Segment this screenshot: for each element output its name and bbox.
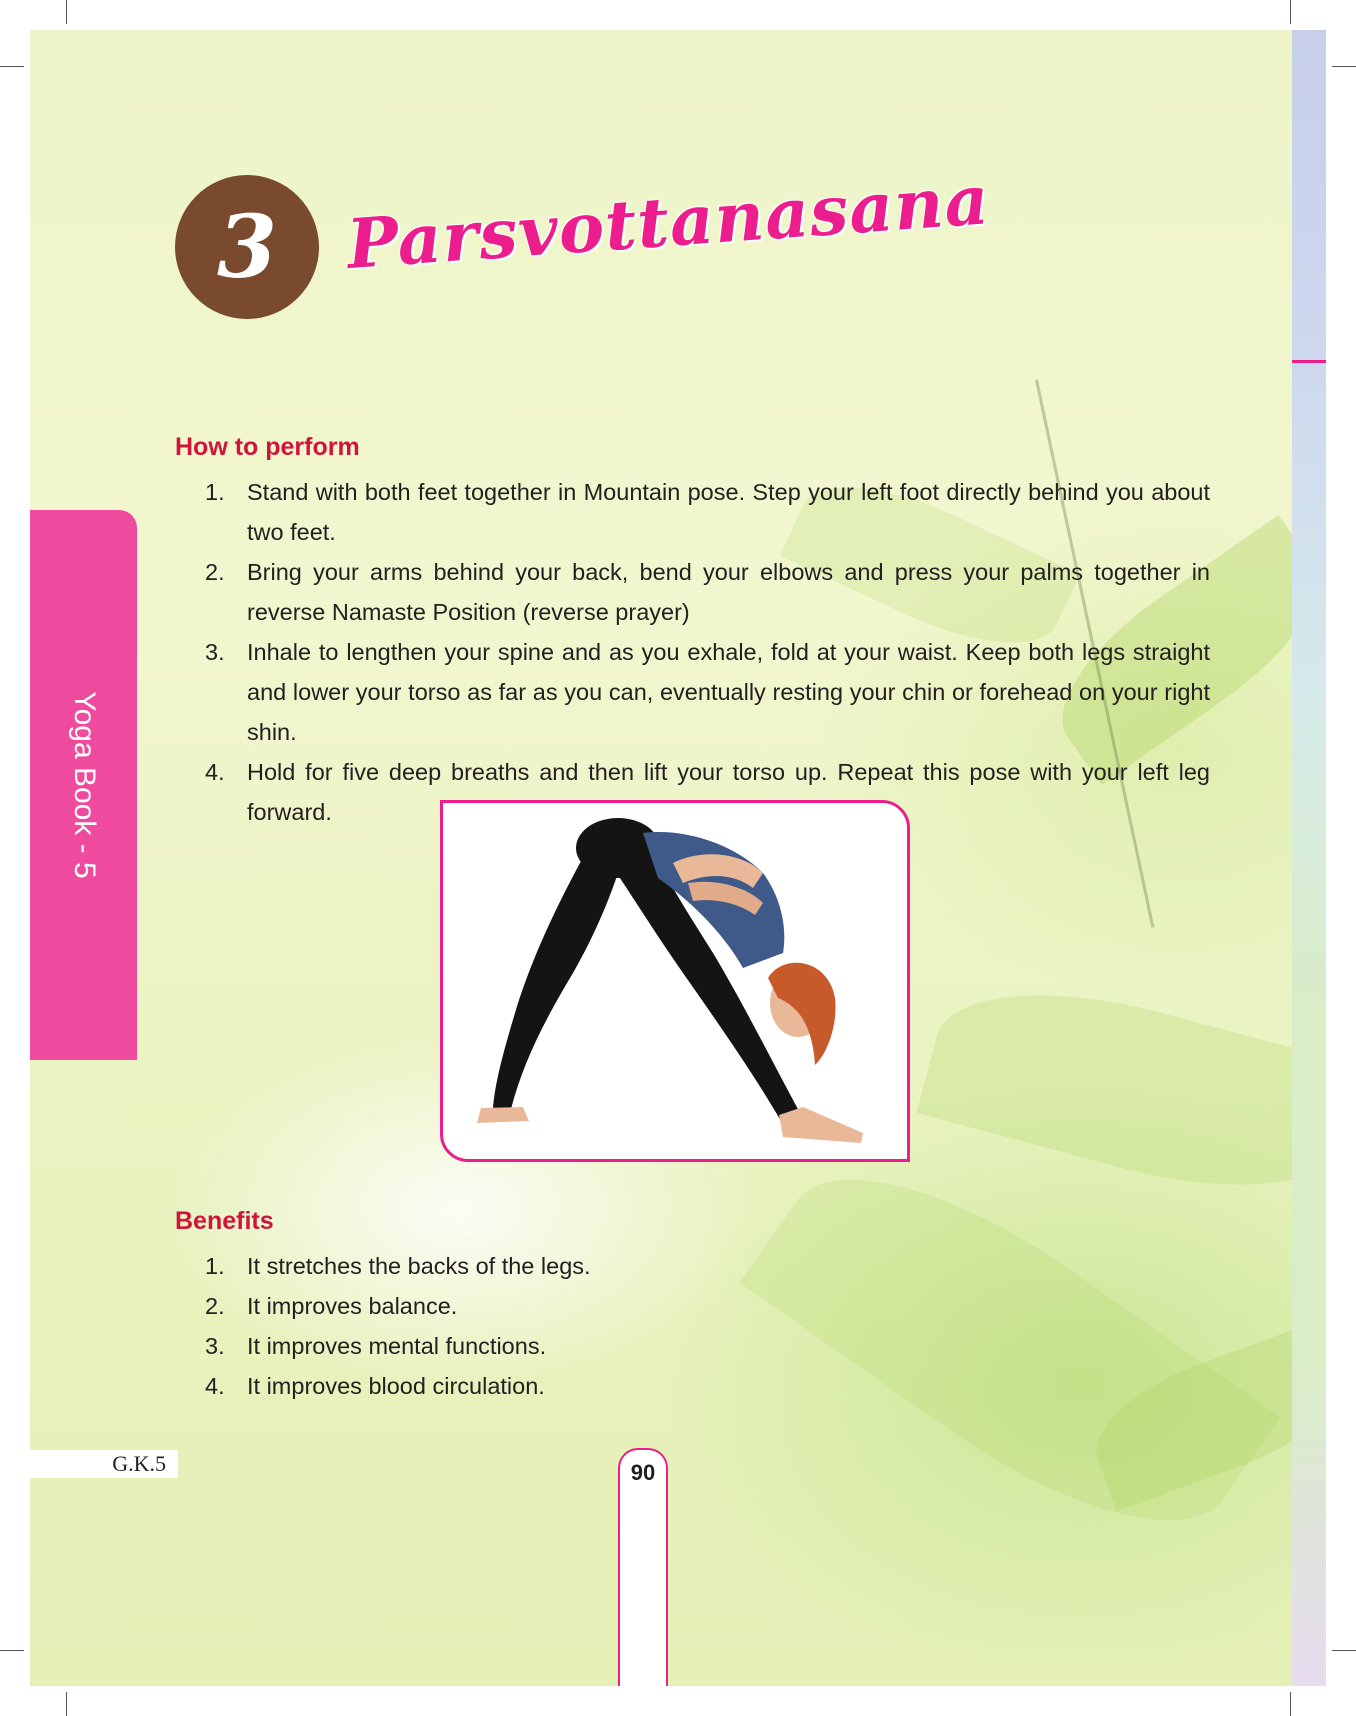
page-edge-strip [1292,30,1326,1686]
crop-mark [1332,1650,1356,1651]
step-number: 1. [205,479,225,505]
step-number: 2. [205,559,225,585]
page-number: 90 [618,1448,668,1686]
benefit-text: It improves blood circulation. [247,1373,545,1399]
benefit-text: It stretches the backs of the legs. [247,1253,591,1279]
step-text: Bring your arms behind your back, bend your elbows and press your palms together in reverse Namaste Position (reverse prayer) [247,559,1210,625]
textbook-page [30,30,1326,1686]
list-item [175,552,1210,632]
page-edge-marker [1292,360,1326,363]
step-text: Hold for five deep breaths and then lift your torso up. Repeat this pose with your left leg forward. [247,759,1210,825]
background-leaf [916,958,1326,1221]
benefits-heading: Benefits [175,1207,274,1235]
benefit-number: 4. [205,1373,225,1399]
how-to-perform-heading: How to perform [175,433,360,461]
list-item [175,1246,1210,1286]
list-item [175,632,1210,752]
list-item [175,1366,1210,1406]
benefit-number: 3. [205,1333,225,1359]
pose-photo-frame [440,800,910,1162]
list-item [175,1286,1210,1326]
list-item [175,1326,1210,1366]
crop-mark [66,1692,67,1716]
how-to-perform-steps [175,472,1210,832]
chapter-number-badge: 3 [175,175,319,319]
crop-mark [1290,1692,1291,1716]
crop-mark [1332,66,1356,67]
crop-mark [1290,0,1291,24]
side-tab [30,510,137,1060]
step-text: Inhale to lengthen your spine and as you exhale, fold at your waist. Keep both legs straight and lower your torso as far as you can, eventually resting your chin or forehead on your right shin. [247,639,1210,745]
list-item [175,472,1210,552]
benefits-list [175,1246,1210,1406]
step-text: Stand with both feet together in Mountain pose. Step your left foot directly behind you about two feet. [247,479,1210,545]
benefit-number: 1. [205,1253,225,1279]
step-number: 4. [205,759,225,785]
chapter-title: Parsvottanasana [344,160,993,285]
crop-mark [0,66,24,67]
benefit-text: It improves mental functions. [247,1333,547,1359]
woman-in-pyramid-pose-photo [443,803,907,1159]
step-number: 3. [205,639,225,665]
crop-mark [66,0,67,24]
benefit-text: It improves balance. [247,1293,458,1319]
book-code-label: G.K.5 [30,1450,178,1478]
side-tab-label: Yoga Book - 5 [68,691,101,879]
crop-mark [0,1650,24,1651]
benefit-number: 2. [205,1293,225,1319]
